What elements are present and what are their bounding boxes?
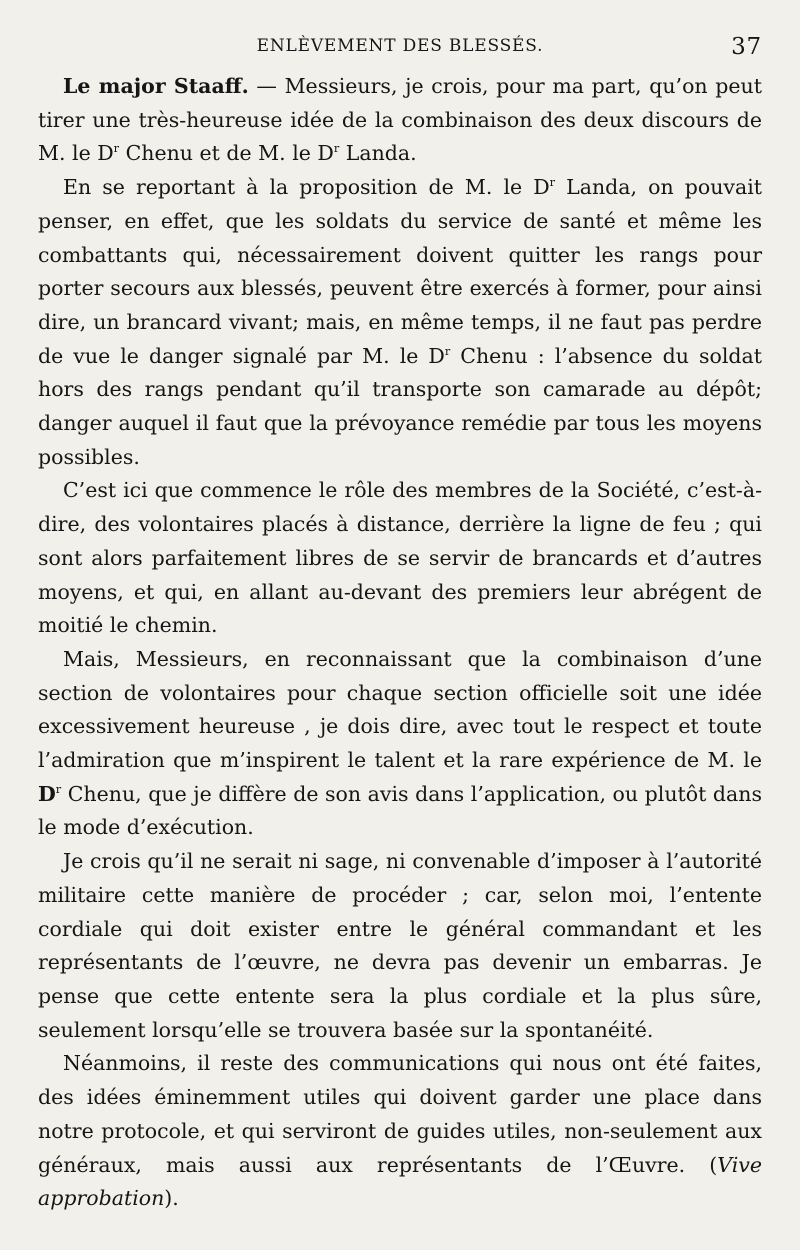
- paragraph-3: C’est ici que commence le rôle des membres de la Société, c’est-à-dire, des volontaires placés à distance, derrière la ligne de feu ; qui sont alors parfaitement libres de se servir de brancards et d’autres moyens, et qui, en allant au-devant des premiers leur abrégent de moitié le chemin.: [38, 478, 762, 638]
- paragraph-1: [38, 70, 762, 171]
- doctor-superscript-2: r: [333, 142, 340, 156]
- approval-italic: Vive approbation: [38, 1152, 762, 1211]
- paragraph-6-end: ).: [164, 1186, 179, 1211]
- paragraph-4-text-1: Mais, Messieurs, en reconnaissant que la combinaison d’une section de volontaires pour chaque section officielle soit une idée excessivement heureuse , je dois dire, avec tout le respect et toute l’admiration que m’inspirent le talent et la rare expérience de M. le: [38, 646, 762, 773]
- page-body: [38, 70, 762, 1216]
- doctor-superscript-4: r: [444, 344, 451, 358]
- paragraph-4: [38, 643, 762, 845]
- paragraph-2: [38, 171, 762, 474]
- paragraph-2-text-2: Landa, on pouvait penser, en effet, que les soldats du service de santé et même les combattants qui, nécessairement doivent quitter les rangs pour porter secours aux blessés, peuvent être exercés à former, pour ainsi dire, un brancard vivant; mais, en même temps, il ne faut pas perdre de vue le danger signalé par M. le D: [38, 175, 762, 368]
- doctor-superscript-3: r: [549, 176, 556, 190]
- paragraph-6-text: Néanmoins, il reste des communications qui nous ont été faites, des idées éminemment utiles qui doivent garder une place dans notre protocole, et qui serviront de guides utiles, non-seulement aux généraux, mais aussi aux représentants de l’Œuvre. (: [38, 1051, 762, 1177]
- paragraph-5: Je crois qu’il ne serait ni sage, ni convenable d’imposer à l’autorité militaire cette manière de procéder ; car, selon moi, l’entente cordiale qui doit exister entre le général commandant et les représentants de l’œuvre, ne devra pas devenir un embarras. Je pense que cette entente sera la plus cordiale et la plus sûre, seulement lorsqu’elle se trouvera basée sur la spontanéité.: [38, 849, 762, 1042]
- paragraph-4-text-2: Chenu, que je diffère de son avis dans l’application, ou plutôt dans le mode d’exécution.: [38, 781, 762, 840]
- doctor-superscript-5: r: [55, 782, 62, 796]
- paragraph-2-text-3: Chenu : l’absence du soldat hors des rangs pendant qu’il transporte son camarade au dépôt; danger auquel il faut que la prévoyance remédie par tous les moyens possibles.: [38, 343, 762, 469]
- paragraph-2-text-1: En se reportant à la proposition de M. le D: [63, 175, 550, 200]
- doctor-superscript-1: r: [113, 142, 120, 156]
- doctor-abbreviation: D: [38, 781, 56, 806]
- paragraph-1-text-2: Chenu et de M. le D: [119, 141, 334, 166]
- page-header: [38, 28, 762, 64]
- paragraph-1-text-3: Landa.: [339, 141, 417, 166]
- paragraph-6: [38, 1047, 762, 1216]
- running-title: ENLÈVEMENT DES BLESSÉS.: [256, 36, 544, 56]
- paragraph-1-text-1: — Messieurs, je crois, pour ma part, qu’on peut tirer une très-heureuse idée de la combinaison des deux discours de M. le D: [38, 74, 762, 166]
- speaker-name: Le major Staaff.: [63, 74, 249, 98]
- page-number: 37: [731, 34, 762, 60]
